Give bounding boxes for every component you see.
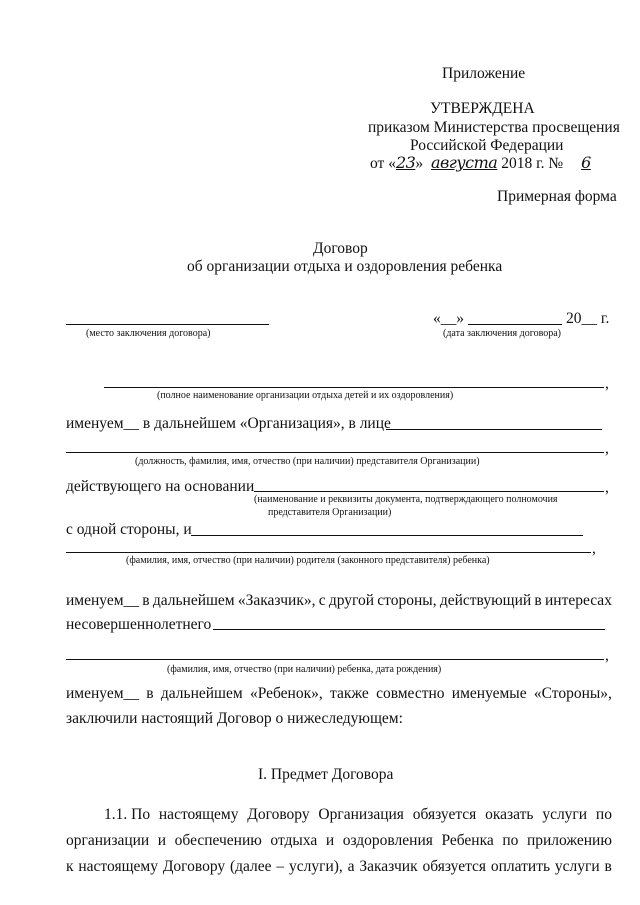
org-name-caption: (полное наименование организации отдыха детей и их оздоровления): [157, 390, 454, 401]
comma: ,: [605, 479, 609, 496]
named-customer-text: [66, 593, 612, 609]
date-mid: »: [415, 155, 424, 172]
date-month-handwritten: августа: [430, 153, 498, 172]
word: стороны,: [377, 592, 437, 609]
child-caption: (фамилия, имя, отчество (при наличии) ребенка, дата рождения): [167, 664, 442, 675]
place-line: [66, 324, 269, 325]
order-date: [370, 155, 601, 172]
date-day-blank: «__»: [433, 310, 464, 327]
word: настоящему: [78, 858, 158, 875]
word: Договору: [162, 858, 226, 875]
child-line: [66, 659, 604, 660]
sample-form-label: Примерная форма: [497, 188, 617, 205]
date-caption: (дата заключения договора): [443, 328, 561, 339]
approved-label: УТВЕРЖДЕНА: [430, 100, 535, 117]
word: услуги: [554, 858, 600, 875]
word: (далее: [229, 858, 272, 875]
word: действующий: [439, 592, 532, 609]
word: настоящему: [158, 806, 239, 823]
word: приложению: [526, 832, 612, 849]
paragraph-1-line-1: [104, 807, 612, 823]
word: к: [66, 858, 74, 875]
word: интересах: [544, 592, 612, 609]
minor-line: [213, 629, 605, 630]
order-line-1: приказом Министерства просвещения: [368, 119, 620, 136]
date-year-blank: 20__ г.: [566, 310, 610, 327]
comma: ,: [605, 375, 609, 392]
word: именуемые: [451, 685, 527, 702]
word: оплатить: [490, 858, 551, 875]
word: именуем__: [66, 685, 140, 702]
word: «Стороны»,: [533, 685, 612, 702]
paragraph-1-line-3: [66, 859, 612, 875]
word: обязуется: [412, 806, 477, 823]
word: оказать: [485, 806, 534, 823]
order-number-handwritten: 6: [581, 153, 591, 172]
word: в: [534, 592, 542, 609]
place-caption: (место заключения договора): [86, 328, 211, 339]
acting-basis-text: действующего на основании: [66, 478, 255, 495]
date-month-line: [468, 324, 562, 325]
represented-by-line: [386, 429, 602, 430]
word: в: [146, 685, 154, 702]
named-child-text: [66, 686, 612, 702]
word: отдыха: [270, 832, 318, 849]
word: и: [325, 832, 335, 849]
org-name-line: [104, 387, 604, 388]
word: с: [318, 592, 326, 609]
word: услуги: [542, 806, 588, 823]
date-prefix: от «: [370, 155, 396, 172]
minor-text: несовершеннолетнего: [66, 616, 212, 633]
word: обеспечению: [174, 832, 262, 849]
word: дальнейшем: [152, 592, 235, 609]
word: услуги),: [288, 858, 343, 875]
one-side-text: с одной стороны, и: [66, 521, 192, 538]
section-heading: I. Предмет Договора: [258, 766, 394, 783]
word: –: [276, 858, 285, 875]
comma: ,: [605, 440, 609, 457]
date-day-handwritten: 23: [395, 153, 416, 172]
word: Ребенка: [441, 832, 494, 849]
document-title: Договор: [313, 240, 368, 257]
comma: ,: [605, 647, 609, 664]
parent-line-1: [191, 535, 583, 536]
concluded-text: заключили настоящий Договор о нижеследующем:: [66, 710, 403, 727]
word: другой: [328, 592, 375, 609]
parent-line-2: [66, 552, 591, 553]
word: именуем__: [66, 592, 140, 609]
appendix-label: Приложение: [442, 65, 526, 82]
word: по: [502, 832, 519, 849]
word: «Ребенок»,: [249, 685, 323, 702]
representative-caption: (должность, фамилия, имя, отчество (при наличии) представителя Организации): [135, 456, 480, 467]
word: и: [157, 832, 167, 849]
word: «Заказчик»,: [237, 592, 316, 609]
word: также: [330, 685, 369, 702]
basis-document-caption-2: представителя Организации): [268, 507, 392, 518]
word: 1.1. По: [104, 806, 151, 823]
representative-line: [66, 452, 604, 453]
basis-document-line: [254, 491, 604, 492]
document-subtitle: об организации отдыха и оздоровления ребенка: [187, 258, 503, 275]
order-line-2: Российской Федерации: [410, 137, 564, 154]
named-org-text: именуем__ в дальнейшем «Организация», в лице: [66, 415, 391, 432]
word: Заказчик: [359, 858, 418, 875]
date-year: 2018 г. №: [501, 155, 564, 172]
word: совместно: [376, 685, 445, 702]
paragraph-1-line-2: [66, 833, 612, 849]
parent-caption: (фамилия, имя, отчество (при наличии) родителя (законного представителя) ребенка): [126, 555, 490, 566]
word: в: [142, 592, 150, 609]
word: Договору: [247, 806, 310, 823]
word: Организация: [318, 806, 404, 823]
word: а: [347, 858, 355, 875]
comma: ,: [592, 540, 596, 557]
word: организации: [66, 832, 150, 849]
word: в: [604, 858, 612, 875]
word: дальнейшем: [160, 685, 243, 702]
word: обязуется: [422, 858, 487, 875]
word: по: [595, 806, 612, 823]
basis-document-caption-1: (наименование и реквизиты документа, подтверждающего полномочия: [254, 494, 558, 505]
word: оздоровления: [342, 832, 433, 849]
